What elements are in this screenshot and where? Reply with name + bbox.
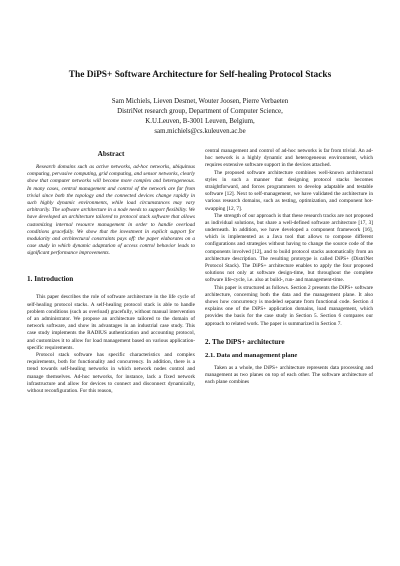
intro-paragraph: This paper describes the role of software architecture in the life cycle of self-healing protocol stacks. A self-healing protocol stack is able to handle problem conditions (such as overload) gracefully, without manual intervention of an administrator. We propose an architecture tailored to the domain of network software, and show its advantages in an industrial case study. This case study implements the RADIUS authentication and accounting protocol, and customizes it to allow for load management based on various application-specific requirements.	[27, 294, 195, 351]
author-email: sam.michiels@cs.kuleuven.ac.be	[154, 127, 246, 135]
abstract-heading: Abstract	[97, 150, 125, 158]
author-block	[60, 97, 340, 137]
body-paragraph: Taken as a whole, the DiPS+ architecture represents data processing and management as two planes on top of each other. The software architecture of each plane combines	[205, 364, 373, 386]
section-heading-introduction: 1. Introduction	[27, 275, 74, 284]
intro-paragraph: Protocol stack software has specific characteristics and complex requirements, both for functionality and concurrency. In addition, there is a trend towards self-healing networks in which network nodes control and manage themselves. Ad-hoc networks, for instance, lack a fixed network infrastructure and allow for devices to connect and disconnect dynamically, without reconfiguration. For this reason,	[27, 351, 195, 394]
left-column	[27, 150, 195, 395]
body-paragraph: The strength of our approach is that these research tracks are not proposed as individual solutions, but share a well-defined software architecture [17, 3] underneath. In addition, we have developed a component framework [16], which is implemented as a Java tool that allows to compose different configurations and strategies without having to change the source code of the components involved [12], and to build protocol stacks automatically from an architecture description. The resulting prototype is called DiPS+ (DistriNet Protocol Stack). The DiPS+ architecture enables to apply the four proposed solutions not only at software design-time, but throughout the complete software life-cycle, i.e. also at build-, run- and management-time.	[205, 212, 373, 284]
abstract-text: Research domains such as active networks, ad-hoc networks, ubiquitous computing, pervasive computing, grid computing, and sensor networks, clearly show that computer networks will become more complex and heterogeneous. In many cases, central management and control of the network are far from trivial since both the topology and the connected devices change rapidly in such highly dynamic environments, while load circumstances may vary arbitrarily. The software architecture in a node needs to support flexibility. We have developed an architecture tailored to protocol stack software that allows customizing internal resource management in order to handle overload conditions gracefully. We show that the investment in explicit support for modularity and architectural constraints pays off: the paper elaborates on a case study in which dynamic adaptation of access control behavior leads to significant performance improvements.	[27, 164, 195, 257]
body-paragraph: This paper is structured as follows. Section 2 presents the DiPS+ software architecture, concerning both the data and the management plane. It also shows how concurrency is modeled separate from functional code. Section 4 explains one of the DiPS+ application domains, load management, which provides the basis for the case study in Section 5. Section 6 compares our approach to related work. The paper is summarized in Section 7.	[205, 284, 373, 327]
section-heading-architecture: 2. The DiPS+ architecture	[205, 337, 285, 346]
subsection-heading-data-management: 2.1. Data and management plane	[205, 351, 298, 359]
author-affiliation: DistriNet research group, Department of Computer Science,	[117, 107, 283, 115]
paper-title: The DiPS+ Software Architecture for Self-healing Protocol Stacks	[68, 70, 332, 80]
author-address: K.U.Leuven, B-3001 Leuven, Belgium,	[145, 117, 255, 125]
right-column	[205, 148, 373, 386]
author-names: Sam Michiels, Lieven Desmet, Wouter Joosen, Pierre Verbaeten	[111, 98, 289, 105]
body-paragraph: The proposed software architecture combines well-known architectural styles in such a manner that designing protocol stacks becomes straightforward, and forces programmers to develop adaptable and testable software [12]. Next to self-management, we have validated the architecture in various research domains, such as testing, optimization, and component hot-swapping [12, 7].	[205, 169, 373, 212]
body-paragraph: central management and control of ad-hoc networks is far from trivial. An ad-hoc network is a highly dynamic and heterogeneous environment, which requires extensive software support in the devices attached.	[205, 148, 373, 169]
